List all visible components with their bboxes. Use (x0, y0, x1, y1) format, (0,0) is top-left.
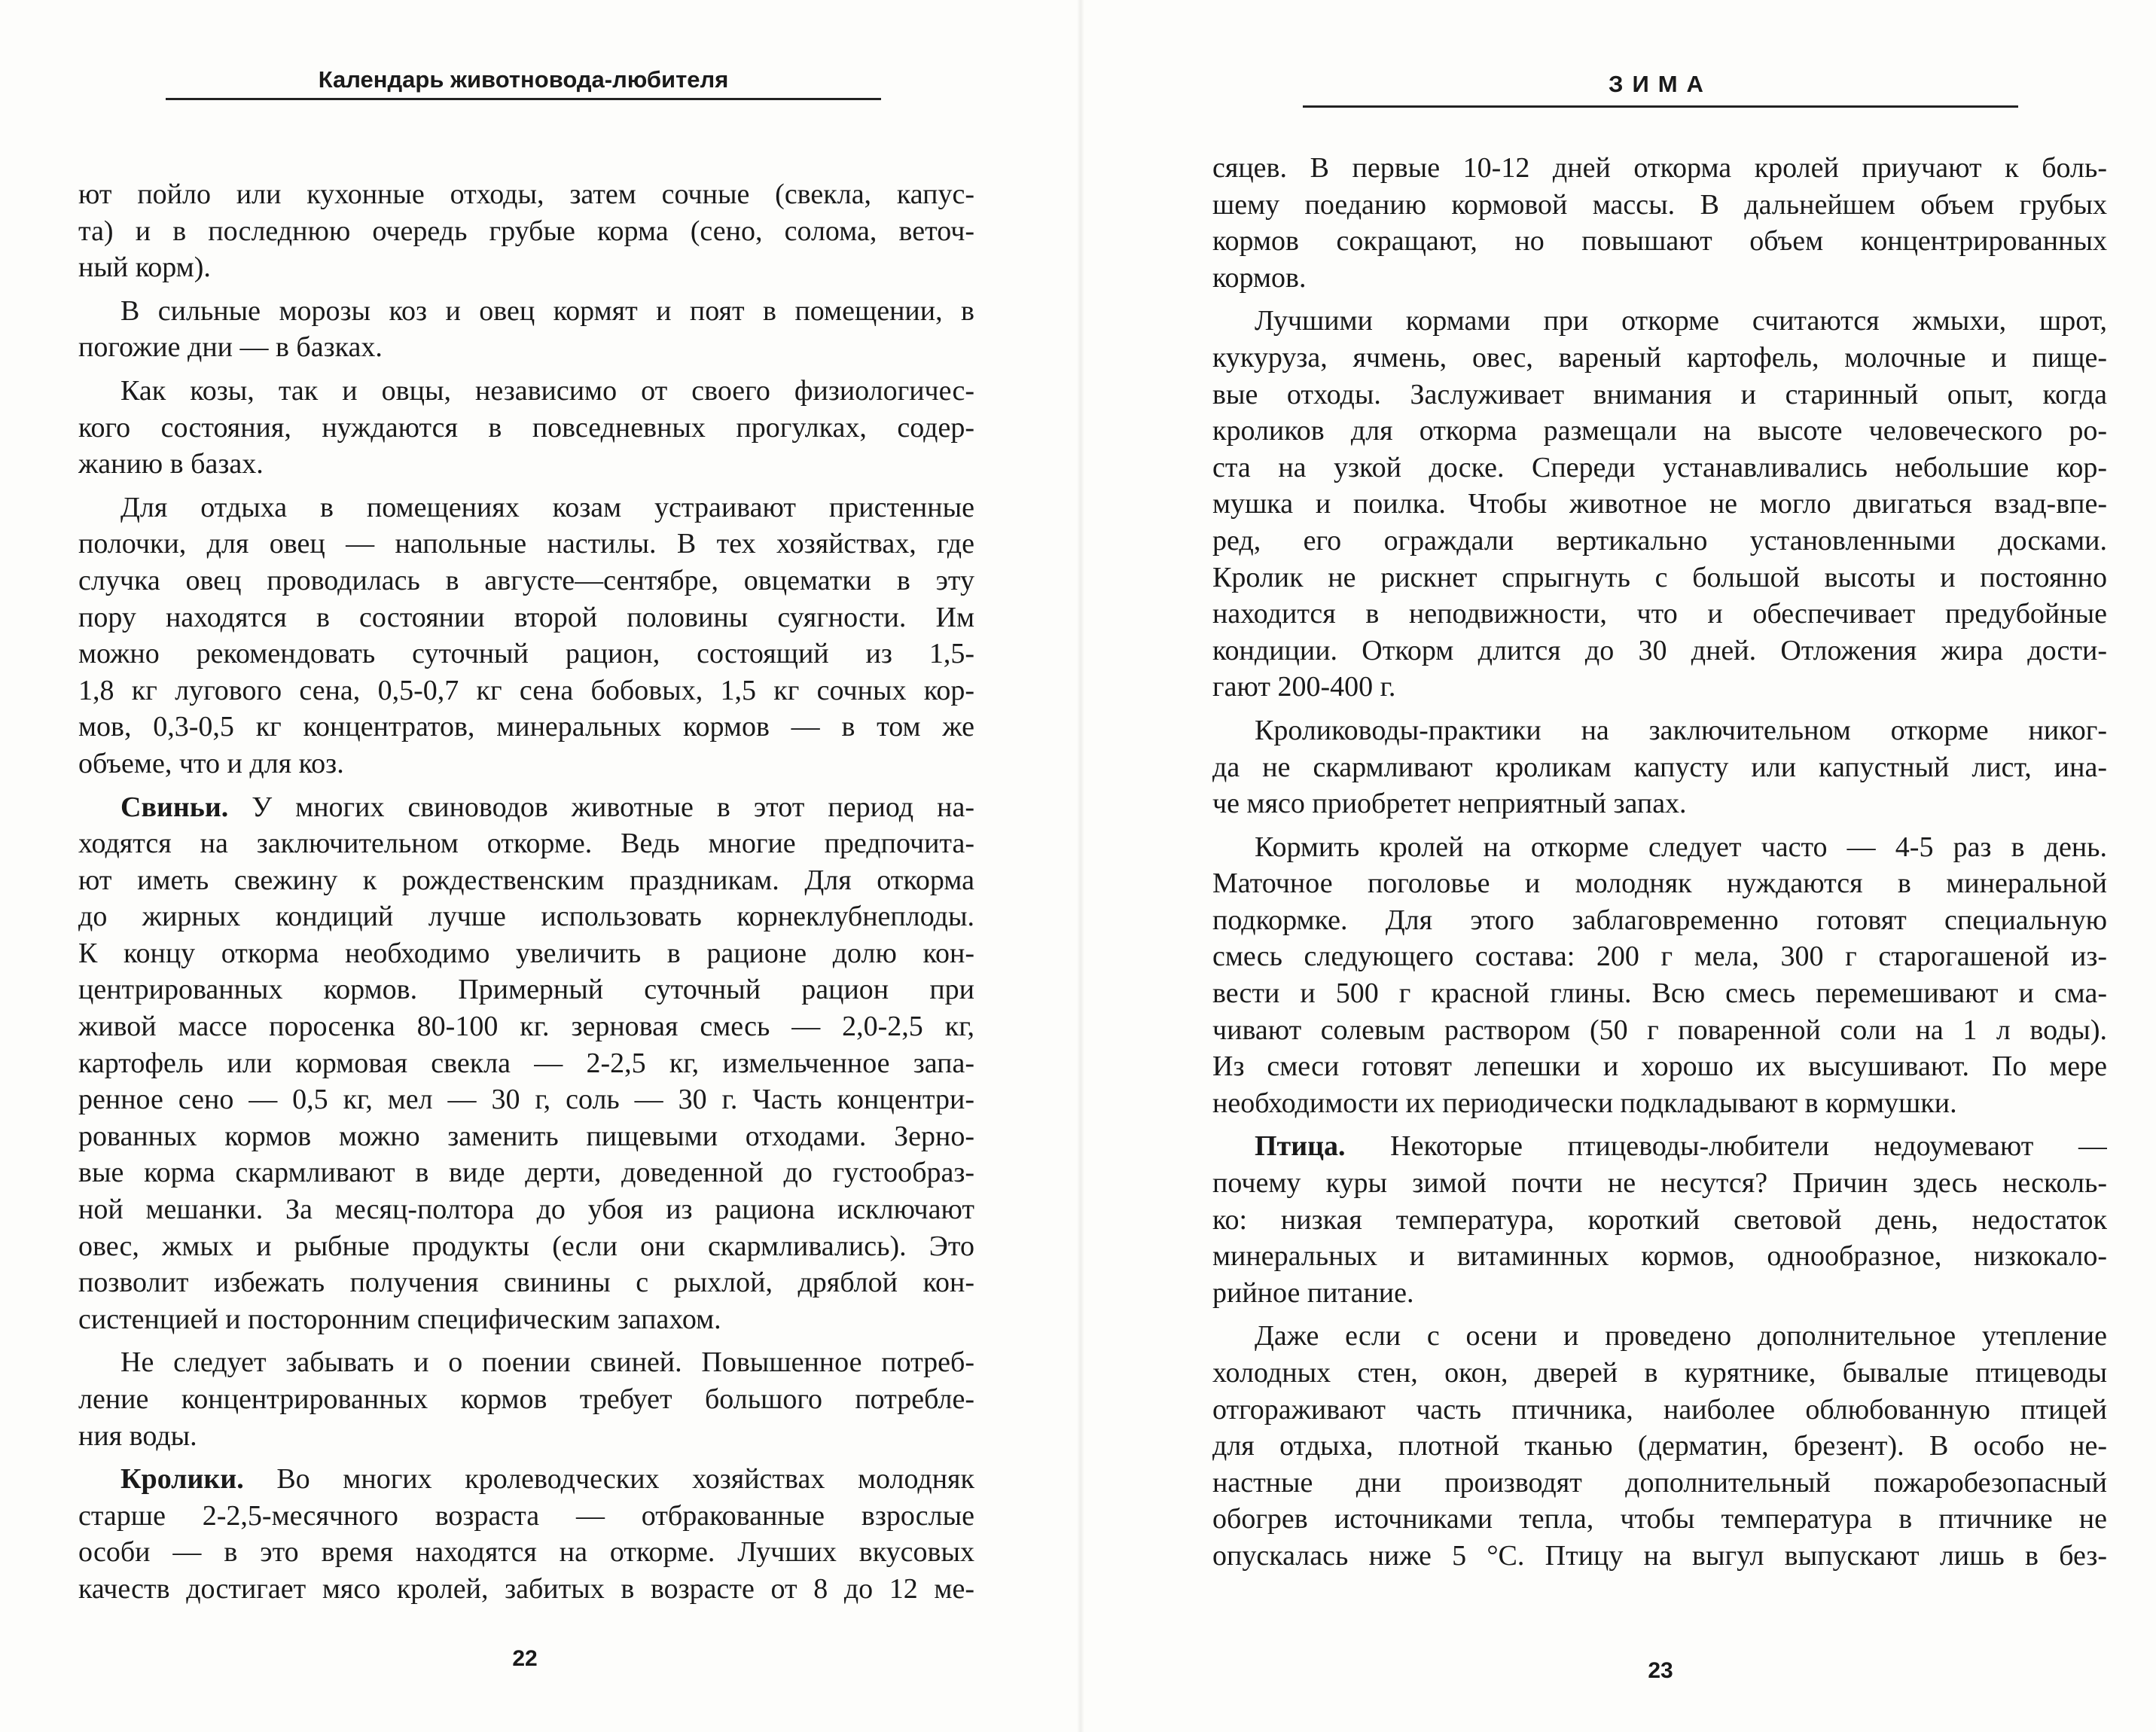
text-line (78, 1344, 974, 1381)
line-text: необходимости их периодически подкладывают в кормушки. (1212, 1087, 1957, 1119)
line-text: кондиции. Откорм длится до 30 дней. Отложения жира дости- (1212, 634, 2107, 666)
line-text: Кролиководы-практики на заключительном откорме никог- (1255, 714, 2107, 746)
line-text: К концу откорма необходимо увеличить в рационе долю кон- (78, 937, 974, 969)
section-lead: Свиньи. (120, 791, 229, 823)
text-line (78, 1081, 974, 1118)
line-text: рованных кормов можно заменить пищевыми отходами. Зерно- (78, 1120, 974, 1152)
line-text: Кролик не рискнет спрыгнуть с большой высоты и постоянно (1212, 561, 2107, 593)
line-text: овес, жмых и рыбные продукты (если они скармливались). Это (78, 1230, 974, 1262)
text-line (1212, 829, 2107, 866)
line-text: минеральных и витаминных кормов, однообразное, низкокало- (1212, 1240, 2107, 1273)
line-text: гают 200-400 г. (1212, 671, 1396, 703)
text-line (1212, 669, 2107, 706)
paragraph (78, 293, 974, 366)
line-text: случка овец проводилась в августе—сентябре, овцематки в эту (78, 564, 974, 596)
text-line (1212, 596, 2107, 633)
text-line (78, 293, 974, 330)
line-text: картофель или кормовая свекла — 2-2,5 кг, измельченное запа- (78, 1047, 974, 1079)
paragraph (78, 1461, 974, 1607)
text-line (78, 672, 974, 709)
text-line (78, 862, 974, 899)
line-text: ление концентрированных кормов требует большого потребле- (78, 1383, 974, 1415)
text-line (78, 1008, 974, 1045)
paragraph (1212, 1318, 2107, 1574)
line-text: можно рекомендовать суточный рацион, состоящий из 1,5- (78, 638, 974, 670)
line-text: мушка и поилка. Чтобы животное не могло двигаться взад-впе- (1212, 488, 2107, 520)
line-text: центрированных кормов. Примерный суточный рацион при (78, 974, 974, 1006)
line-text: ренное сено — 0,5 кг, мел — 30 г, соль — 30 г. Часть концентри- (78, 1084, 974, 1116)
text-line (78, 1301, 974, 1338)
line-text: Лучшими кормами при откорме считаются жмыхи, шрот, (1255, 305, 2107, 337)
line-text: шему поеданию кормовой массы. В дальнейшем объем грубых (1212, 188, 2107, 221)
text-line (78, 410, 974, 447)
paragraph (78, 1344, 974, 1454)
paragraph (1212, 1128, 2107, 1311)
line-text: жанию в базах. (78, 448, 264, 480)
line-text: ходятся на заключительном откорме. Ведь многие предпочита- (78, 828, 974, 860)
line-text: ста на узкой доске. Спереди устанавливались небольшие кор- (1212, 451, 2107, 483)
line-text: че мясо приобретет неприятный запах. (1212, 788, 1687, 820)
text-line (1212, 938, 2107, 975)
line-text: Маточное поголовье и молодняк нуждаются в минеральной (1212, 868, 2107, 900)
text-line (1212, 1048, 2107, 1085)
text-line (1212, 902, 2107, 939)
line-text: вые отходы. Заслуживает внимания и старинный опыт, когда (1212, 378, 2107, 410)
text-line (1212, 633, 2107, 669)
text-line (1212, 1165, 2107, 1202)
line-text: мов, 0,3-0,5 кг концентратов, минеральных кормов — в том же (78, 711, 974, 743)
text-line (1212, 1128, 2107, 1165)
line-text: Во многих кролеводческих хозяйствах молодняк (243, 1463, 974, 1496)
line-text: ют иметь свежину к рождественским праздникам. Для откорма (78, 864, 974, 896)
line-text: кого состояния, нуждаются в повседневных прогулках, содер- (78, 411, 974, 444)
text-line (78, 329, 974, 366)
line-text: рийное питание. (1212, 1276, 1414, 1309)
text-line (78, 898, 974, 935)
line-text: погожие дни — в базках. (78, 331, 383, 364)
line-text: вые корма скармливают в виде дерти, доведенной до густообраз- (78, 1157, 974, 1189)
line-text: находится в неподвижности, что и обеспечивает предубойные (1212, 598, 2107, 630)
text-line (1212, 150, 2107, 187)
running-header: Календарь животновода-любителя (318, 66, 729, 93)
text-line (1212, 223, 2107, 260)
header-rule (1303, 105, 2018, 108)
line-text: В сильные морозы коз и овец кормят и поят в помещении, в (120, 294, 974, 327)
line-text: ния воды. (78, 1419, 197, 1452)
paragraph (1212, 829, 2107, 1122)
line-text: ной мешанки. За месяц-полтора до убоя из рациона исключают (78, 1194, 974, 1226)
paragraph (1212, 712, 2107, 822)
line-text: кормов сокращают, но повышают объем концентрированных (1212, 225, 2107, 258)
paragraph (78, 789, 974, 1338)
text-line (1212, 1538, 2107, 1575)
line-text: пору находятся в состоянии второй половины суягности. Им (78, 601, 974, 633)
text-line (78, 1418, 974, 1455)
line-text: Некоторые птицеводы-любители недоумевают — (1345, 1130, 2107, 1163)
text-line (1212, 1428, 2107, 1465)
line-text: подкормке. Для этого заблаговременно готовят специальную (1212, 904, 2107, 936)
text-line (78, 789, 974, 826)
text-line (1212, 1202, 2107, 1239)
text-line (78, 935, 974, 972)
text-line (78, 1154, 974, 1191)
text-line (78, 1534, 974, 1571)
line-text: объеме, что и для коз. (78, 747, 344, 779)
text-line (1212, 785, 2107, 822)
header-rule (166, 98, 881, 100)
text-line (1212, 187, 2107, 224)
text-line (78, 489, 974, 526)
line-text: Даже если с осени и проведено дополнительное утепление (1255, 1320, 2107, 1352)
line-text: Не следует забывать и о поении свиней. Повышенное потреб- (120, 1346, 974, 1379)
page-number: 23 (1648, 1658, 1673, 1683)
text-line (78, 971, 974, 1008)
text-line (78, 1118, 974, 1155)
text-line (1212, 260, 2107, 297)
line-text: вести и 500 г красной глины. Всю смесь перемешивают и сма- (1212, 977, 2107, 1010)
text-line (1212, 303, 2107, 340)
line-text: ют пойло или кухонные отходы, затем сочные (свекла, капус- (78, 178, 974, 210)
line-text: ко: низкая температура, короткий световой день, недостаток (1212, 1203, 2107, 1236)
text-line (1212, 1465, 2107, 1502)
text-line (1212, 865, 2107, 902)
line-text: обогрев источниками тепла, чтобы температура в птичнике не (1212, 1503, 2107, 1535)
left-page (0, 0, 1077, 1732)
line-text: особи — в это время находятся на откорме. Лучших вкусовых (78, 1536, 974, 1569)
text-line (1212, 340, 2107, 377)
text-line (78, 1498, 974, 1535)
text-line (1212, 1275, 2107, 1312)
page-body (78, 176, 974, 1615)
line-text: Кормить кролей на откорме следует часто — 4-5 раз в день. (1255, 831, 2107, 863)
text-line (78, 1264, 974, 1301)
book-gutter (1077, 0, 1084, 1732)
section-lead: Птица. (1255, 1130, 1346, 1163)
line-text: Для отдыха в помещениях козам устраивают пристенные (120, 491, 974, 523)
line-text: живой массе поросенка 80-100 кг. зерновая смесь — 2,0-2,5 кг, (78, 1011, 974, 1043)
text-line (78, 1571, 974, 1608)
text-line (1212, 413, 2107, 450)
section-lead: Кролики. (120, 1463, 244, 1496)
text-line (78, 1045, 974, 1082)
text-line (78, 636, 974, 672)
right-page (1084, 0, 2156, 1732)
line-text: чивают солевым раствором (50 г поваренной соли на 1 л воды). (1212, 1014, 2107, 1046)
text-line (78, 746, 974, 782)
text-line (78, 176, 974, 213)
line-text: ный корм). (78, 252, 211, 284)
text-line (1212, 712, 2107, 749)
text-line (78, 446, 974, 483)
text-line (1212, 749, 2107, 786)
text-line (1212, 1318, 2107, 1355)
text-line (78, 709, 974, 746)
text-line (1212, 975, 2107, 1012)
line-text: опускалась ниже 5 °С. Птицу на выгул выпускают лишь в без- (1212, 1539, 2107, 1572)
text-line (1212, 523, 2107, 560)
line-text: У многих свиноводов животные в этот период на- (228, 791, 974, 823)
text-line (1212, 450, 2107, 486)
text-line (78, 249, 974, 286)
paragraph (1212, 303, 2107, 706)
page-number: 22 (512, 1646, 538, 1671)
paragraph (1212, 150, 2107, 296)
line-text: Как козы, так и овцы, независимо от своего физиологичес- (120, 374, 974, 407)
paragraph (78, 373, 974, 483)
text-line (78, 599, 974, 636)
paragraph (78, 489, 974, 782)
text-line (78, 213, 974, 250)
text-line (1212, 1355, 2107, 1392)
line-text: настные дни производят дополнительный пожаробезопасный (1212, 1466, 2107, 1499)
text-line (1212, 1238, 2107, 1275)
running-header: ЗИМА (1609, 71, 1712, 97)
line-text: да не скармливают кроликам капусту или капустный лист, ина- (1212, 751, 2107, 783)
text-line (78, 563, 974, 599)
text-line (78, 825, 974, 862)
line-text: почему куры зимой почти не несутся? Причин здесь несколь- (1212, 1167, 2107, 1200)
text-line (78, 1191, 974, 1228)
text-line (1212, 1085, 2107, 1122)
text-line (1212, 1012, 2107, 1049)
page-body (1212, 150, 2107, 1581)
text-line (1212, 377, 2107, 413)
line-text: холодных стен, окон, дверей в курятнике, бывалые птицеводы (1212, 1357, 2107, 1389)
line-text: систенцией и посторонним специфическим запахом. (78, 1303, 721, 1335)
text-line (78, 1381, 974, 1418)
line-text: та) и в последнюю очередь грубые корма (сено, солома, веточ- (78, 215, 974, 247)
line-text: Из смеси готовят лепешки и хорошо их высушивают. По мере (1212, 1050, 2107, 1083)
line-text: до жирных кондиций лучше использовать корнеклубнеплоды. (78, 901, 974, 933)
text-line (1212, 560, 2107, 596)
line-text: ред, его ограждали вертикально установленными досками. (1212, 524, 2107, 556)
text-line (1212, 486, 2107, 523)
text-line (78, 373, 974, 410)
text-line (1212, 1392, 2107, 1429)
line-text: кроликов для откорма размещали на высоте человеческого ро- (1212, 415, 2107, 447)
line-text: смесь следующего состава: 200 г мела, 300 г старогашеной из- (1212, 941, 2107, 973)
line-text: для отдыха, плотной тканью (дерматин, брезент). В особо не- (1212, 1430, 2107, 1462)
paragraph (78, 176, 974, 286)
line-text: кукуруза, ячмень, овес, вареный картофель, молочные и пище- (1212, 341, 2107, 374)
text-line (78, 526, 974, 563)
text-line (1212, 1501, 2107, 1538)
line-text: отгораживают часть птичника, наиболее облюбованную птицей (1212, 1393, 2107, 1426)
line-text: старше 2-2,5-месячного возраста — отбракованные взрослые (78, 1499, 974, 1532)
text-line (78, 1461, 974, 1498)
line-text: полочки, для овец — напольные настилы. В тех хозяйствах, где (78, 528, 974, 560)
line-text: сяцев. В первые 10-12 дней откорма кролей приучают к боль- (1212, 152, 2107, 184)
line-text: позволит избежать получения свинины с рыхлой, дряблой кон- (78, 1267, 974, 1299)
text-line (78, 1228, 974, 1265)
line-text: кормов. (1212, 261, 1307, 294)
line-text: качеств достигает мясо кролей, забитых в возрасте от 8 до 12 ме- (78, 1572, 974, 1605)
line-text: 1,8 кг лугового сена, 0,5-0,7 кг сена бобовых, 1,5 кг сочных кор- (78, 674, 974, 706)
